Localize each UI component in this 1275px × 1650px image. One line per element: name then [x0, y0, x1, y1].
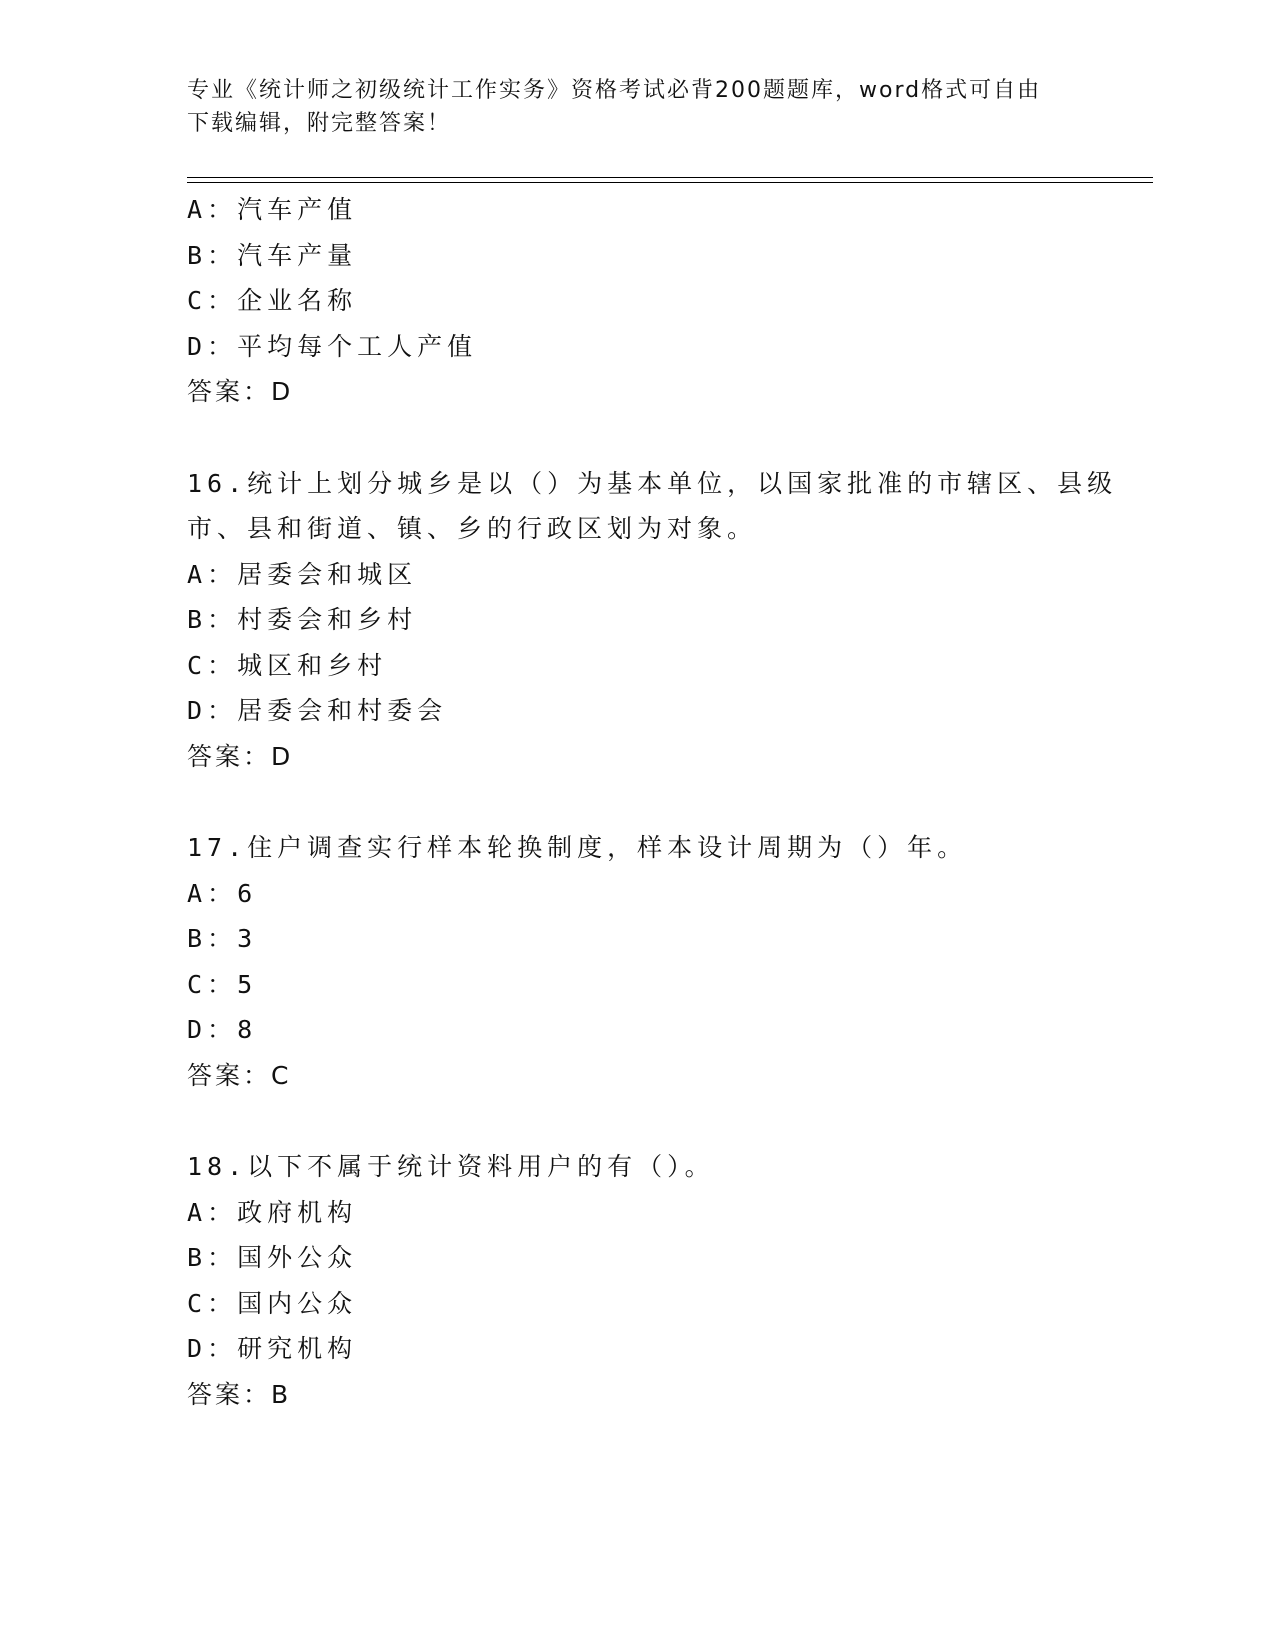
question-15: [187, 187, 1087, 415]
answer: 答案：D: [187, 377, 294, 406]
option-d: D：8: [187, 1015, 258, 1044]
answer: 答案：C: [187, 1060, 292, 1090]
question-18: [187, 1144, 1087, 1417]
option-d: D：研究机构: [187, 1334, 358, 1363]
option-a: A：汽车产值: [187, 195, 358, 224]
header-line-2: 下载编辑，附完整答案！: [187, 111, 452, 136]
question-16: [187, 461, 1118, 780]
header-divider-top: [187, 177, 1153, 178]
option-a: A：居委会和城区: [187, 559, 418, 589]
option-c: C：企业名称: [187, 286, 358, 315]
option-b: B：村委会和乡村: [187, 605, 418, 634]
question-17: [187, 825, 1087, 1098]
document-header: [187, 74, 1087, 140]
answer: 答案：B: [187, 1379, 292, 1409]
question-stem: 17.住户调查实行样本轮换制度，样本设计周期为（）年。: [187, 833, 968, 862]
option-b: B：汽车产量: [187, 240, 358, 270]
option-a: A：6: [187, 878, 258, 908]
option-c: C：城区和乡村: [187, 650, 388, 680]
answer: 答案：D: [187, 741, 294, 771]
question-list: [187, 187, 1118, 1417]
option-c: C：5: [187, 969, 258, 999]
option-c: C：国内公众: [187, 1288, 358, 1318]
option-b: B：3: [187, 924, 258, 953]
question-stem: 16.统计上划分城乡是以（）为基本单位，以国家批准的市辖区、县级: [187, 468, 1118, 498]
option-b: B：国外公众: [187, 1243, 358, 1272]
question-stem-continued: 市、县和街道、镇、乡的行政区划为对象。: [187, 514, 758, 543]
option-d: D：居委会和村委会: [187, 696, 448, 725]
header-divider-bottom: [187, 182, 1153, 183]
option-d: D：平均每个工人产值: [187, 331, 478, 361]
header-line-1: 专业《统计师之初级统计工作实务》资格考试必背200题题库，word格式可自由: [187, 78, 1042, 103]
option-a: A：政府机构: [187, 1197, 358, 1227]
question-stem: 18.以下不属于统计资料用户的有（）。: [187, 1152, 715, 1181]
